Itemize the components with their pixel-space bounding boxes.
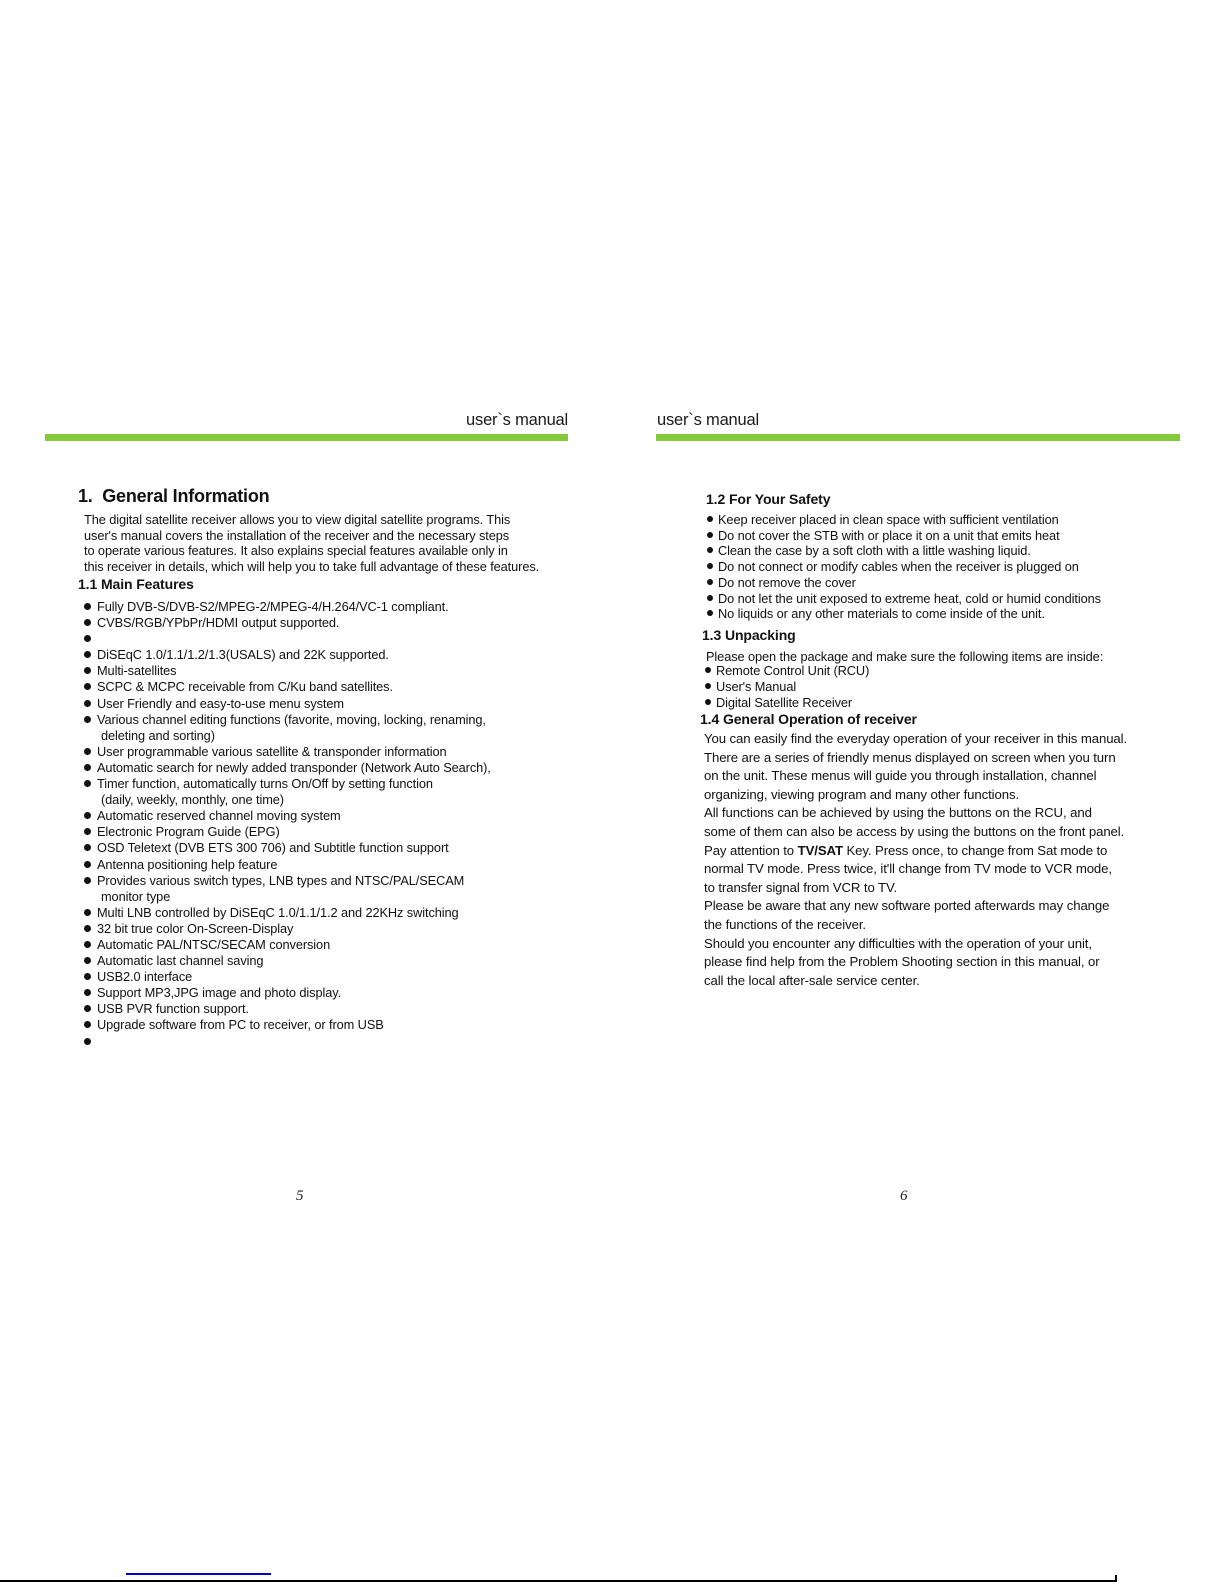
list-item — [84, 647, 491, 663]
main-features-list — [84, 599, 491, 1050]
footer-rule-end-tick — [1115, 1575, 1117, 1582]
list-item-text: 32 bit true color On-Screen-Display — [97, 920, 294, 936]
list-item — [84, 873, 491, 905]
bullet-icon — [705, 667, 711, 673]
list-item-text: Do not connect or modify cables when the receiver is plugged on — [718, 559, 1079, 575]
text-line: Should you encounter any difficulties with the operation of your unit, — [704, 935, 1092, 951]
list-item — [84, 599, 491, 615]
bullet-icon — [84, 716, 91, 723]
list-item — [84, 808, 491, 824]
list-item-text: Keep receiver placed in clean space with sufficient ventilation — [718, 512, 1059, 527]
list-item — [84, 631, 491, 647]
list-item-text: Antenna positioning help feature — [97, 856, 278, 872]
list-item — [705, 663, 869, 679]
list-item-text: Automatic search for newly added transponder (Network Auto Search), — [97, 759, 491, 775]
bullet-icon — [707, 532, 713, 538]
list-item-text — [97, 1034, 100, 1050]
bullet-icon — [707, 563, 713, 569]
text-line: to operate various features. It also explains special features available only in — [84, 543, 508, 559]
bullet-icon — [84, 667, 91, 674]
list-item — [84, 1001, 491, 1017]
list-item-text: USB2.0 interface — [97, 969, 193, 985]
list-item — [84, 679, 491, 695]
list-item — [705, 695, 869, 711]
bullet-icon — [84, 812, 91, 819]
list-item-text: Fully DVB-S/DVB-S2/MPEG-2/MPEG-4/H.264/VC-1 compliant. — [97, 599, 449, 614]
text-line: normal TV mode. Press twice, it'll change from TV mode to VCR mode, — [704, 861, 1112, 877]
bullet-icon — [84, 925, 91, 932]
safety-list — [707, 512, 1101, 622]
list-item — [84, 1034, 491, 1050]
general-information-paragraph — [84, 512, 539, 574]
list-item — [84, 921, 491, 937]
text-line: call the local after-sale service center. — [704, 972, 920, 988]
text-line: please find help from the Problem Shooting section in this manual, or — [704, 954, 1100, 970]
bullet-icon — [707, 610, 713, 616]
list-item — [84, 937, 491, 953]
list-item — [84, 824, 491, 840]
text-line: this receiver in details, which will help you to take full advantage of these features. — [84, 558, 540, 574]
list-item-text: Multi-satellites — [97, 663, 177, 679]
list-item-text: OSD Teletext (DVB ETS 300 706) and Subtitle function support — [97, 840, 449, 856]
bullet-icon — [707, 547, 713, 553]
bullet-icon — [84, 619, 91, 626]
list-item-text: Support MP3,JPG image and photo display. — [97, 985, 342, 1001]
text-line: Please be aware that any new software ported afterwards may change — [704, 898, 1110, 914]
bullet-icon — [84, 909, 91, 916]
bullet-icon — [84, 844, 91, 851]
list-item — [84, 776, 491, 808]
list-item-text: CVBS/RGB/YPbPr/HDMI output supported. — [97, 615, 340, 631]
list-item — [84, 744, 491, 760]
text-line: user's manual covers the installation of the receiver and the necessary steps — [84, 527, 510, 543]
list-item-text — [97, 631, 100, 647]
bullet-icon — [84, 1038, 91, 1045]
list-item-text: Provides various switch types, LNB types and NTSC/PAL/SECAM monitor type — [97, 872, 465, 904]
list-item-text: Do not let the unit exposed to extreme heat, cold or humid conditions — [718, 590, 1101, 606]
list-item-text: Timer function, automatically turns On/Off by setting function (daily, weekly, monthly, one time) — [97, 776, 433, 808]
section-title-general-operation: 1.4 General Operation of receiver — [700, 711, 917, 727]
list-item — [707, 575, 1101, 591]
list-item-text: Various channel editing functions (favorite, moving, locking, renaming, deleting and sorting) — [97, 711, 486, 743]
list-item-text: Multi LNB controlled by DiSEqC 1.0/1.1/1.2 and 22KHz switching — [97, 904, 459, 920]
list-item-text: Do not remove the cover — [718, 574, 856, 590]
list-item — [84, 969, 491, 985]
list-item-text: Do not cover the STB with or place it on a unit that emits heat — [718, 527, 1060, 543]
list-item-text: Electronic Program Guide (EPG) — [97, 824, 280, 840]
section-title-main-features: 1.1 Main Features — [78, 576, 194, 592]
list-item — [84, 1017, 491, 1033]
text-line: organizing, viewing program and many other functions. — [704, 786, 1020, 802]
text-line: All functions can be achieved by using the buttons on the RCU, and — [704, 805, 1092, 821]
text-line: on the unit. These menus will guide you through installation, channel — [704, 768, 1097, 784]
page-number-left: 5 — [296, 1188, 304, 1204]
list-item — [84, 953, 491, 969]
list-item-text: Digital Satellite Receiver — [716, 695, 853, 710]
bullet-icon — [84, 780, 91, 787]
bullet-icon — [84, 1021, 91, 1028]
text-line: You can easily find the everyday operation of your receiver in this manual. — [704, 731, 1128, 746]
unpacking-intro: Please open the package and make sure the following items are inside: — [706, 649, 1104, 664]
list-item — [705, 679, 869, 695]
list-item — [84, 663, 491, 679]
bullet-icon — [84, 748, 91, 755]
bullet-icon — [705, 699, 711, 705]
bullet-icon — [84, 764, 91, 771]
list-item-text: SCPC & MCPC receivable from C/Ku band satellites. — [97, 679, 393, 695]
text-line: Pay attention to TV/SAT Key. Press once, to change from Sat mode to — [704, 842, 1108, 858]
list-item-text: Remote Control Unit (RCU) — [716, 663, 870, 678]
text-line: The digital satellite receiver allows you to view digital satellite programs. This — [84, 512, 511, 527]
bullet-icon — [84, 828, 91, 835]
header-rule-right — [656, 434, 1180, 441]
bullet-icon — [84, 700, 91, 707]
footer-blue-rule — [126, 1573, 271, 1575]
list-item-text: Upgrade software from PC to receiver, or from USB — [97, 1017, 384, 1033]
list-item — [707, 528, 1101, 544]
bullet-icon — [84, 683, 91, 690]
list-item-text: User's Manual — [716, 679, 797, 694]
list-item-text: No liquids or any other materials to come inside of the unit. — [718, 606, 1045, 622]
list-item-text: Automatic reserved channel moving system — [97, 808, 341, 824]
section-title-for-your-safety: 1.2 For Your Safety — [706, 491, 831, 507]
list-item — [84, 985, 491, 1001]
bullet-icon — [84, 957, 91, 964]
bullet-icon — [84, 1005, 91, 1012]
list-item-text: Automatic last channel saving — [97, 953, 264, 969]
list-item — [707, 512, 1101, 528]
header-rule-left — [45, 434, 568, 441]
bullet-icon — [84, 651, 91, 658]
text-line: some of them can also be access by using the buttons on the front panel. — [704, 823, 1125, 839]
bullet-icon — [84, 989, 91, 996]
bullet-icon — [707, 595, 713, 601]
bullet-icon — [84, 635, 91, 642]
list-item-text: DiSEqC 1.0/1.1/1.2/1.3(USALS) and 22K supported. — [97, 647, 389, 663]
list-item-text: User Friendly and easy-to-use menu system — [97, 695, 344, 711]
bullet-icon — [84, 877, 91, 884]
list-item — [707, 606, 1101, 622]
bullet-icon — [84, 973, 91, 980]
list-item-text: USB PVR function support. — [97, 1001, 249, 1017]
list-item — [84, 615, 491, 631]
text-line: to transfer signal from VCR to TV. — [704, 879, 898, 895]
page-header-left: user`s manual — [466, 411, 568, 429]
bullet-icon — [84, 603, 91, 610]
list-item — [84, 857, 491, 873]
list-item — [84, 712, 491, 744]
list-item — [84, 760, 491, 776]
list-item — [84, 840, 491, 856]
list-item — [84, 905, 491, 921]
list-item — [84, 696, 491, 712]
bullet-icon — [705, 683, 711, 689]
bullet-icon — [84, 861, 91, 868]
bullet-icon — [707, 579, 713, 585]
section-title-unpacking: 1.3 Unpacking — [702, 627, 796, 643]
text-line: the functions of the receiver. — [704, 916, 866, 932]
section-title-general-information: 1. General Information — [78, 486, 270, 506]
bullet-icon — [707, 516, 713, 522]
unpacking-list — [705, 663, 869, 711]
general-operation-paragraph — [704, 730, 1127, 990]
list-item — [707, 559, 1101, 575]
list-item-text: Automatic PAL/NTSC/SECAM conversion — [97, 936, 331, 952]
bullet-icon — [84, 941, 91, 948]
list-item-text: User programmable various satellite & transponder information — [97, 743, 447, 759]
text-line: There are a series of friendly menus displayed on screen when you turn — [704, 749, 1116, 765]
page-number-right: 6 — [900, 1188, 908, 1204]
list-item — [707, 543, 1101, 559]
list-item-text: Clean the case by a soft cloth with a little washing liquid. — [718, 543, 1031, 559]
footer-black-rule — [0, 1580, 1117, 1582]
page-header-right: user`s manual — [657, 411, 759, 429]
list-item — [707, 591, 1101, 607]
